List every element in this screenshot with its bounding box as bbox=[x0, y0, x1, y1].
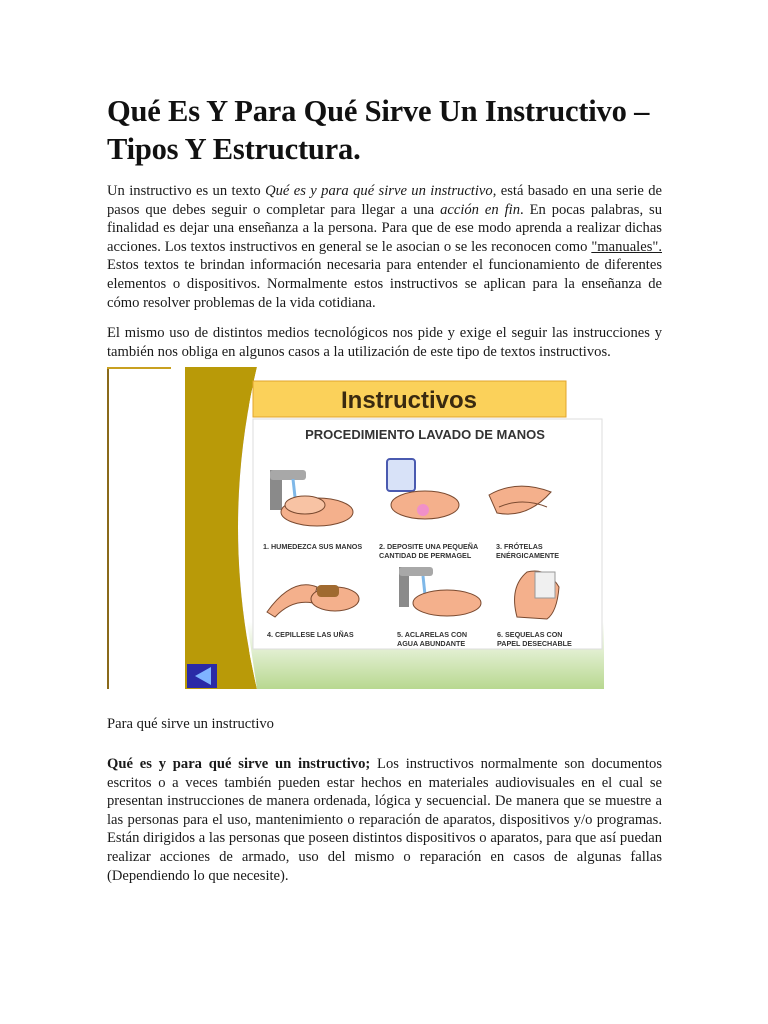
intro-text-1: Un instructivo es un texto bbox=[107, 183, 266, 199]
intro-text-3: . En pocas palabras, su finalidad es dejar una enseñanza a la persona. Para que de ese modo aprenda a realizar dichas acciones. Los textos instructivos en general se le asocian o se les reconocen como bbox=[107, 201, 662, 255]
instructivos-illustration bbox=[107, 367, 604, 689]
intro-italic-1: Qué es y para qué sirve un instructivo bbox=[265, 183, 493, 199]
step-3-line-2: ENÉRGICAMENTE bbox=[496, 551, 560, 560]
step-2-line-2: CANTIDAD DE PERMAGEL bbox=[379, 551, 472, 560]
step6-illustration bbox=[515, 571, 559, 619]
step-4-line-1: 4. CEPILLESE LAS UÑAS bbox=[267, 630, 354, 639]
step-1-line-1: 1. HUMEDEZCA SUS MANOS bbox=[263, 542, 363, 551]
banner-title: Instructivos bbox=[340, 387, 478, 414]
step-5-line-1: 5. ACLARELAS CON bbox=[397, 630, 468, 639]
subheading: Para qué sirve un instructivo bbox=[107, 716, 274, 732]
document-title: Qué Es Y Para Qué Sirve Un Instructivo – Tipos Y Estructura. bbox=[107, 94, 650, 166]
third-paragraph bbox=[107, 755, 662, 885]
intro-text-4: Estos textos te brindan información necesaria para entender el funcionamiento de diferentes elementos o dispositivos. Normalmente estos instructivos se aplican para la enseñanza de cómo resolver problemas de la vida cotidiana. bbox=[107, 257, 662, 311]
procedure-heading: PROCEDIMIENTO LAVADO DE MANOS bbox=[305, 427, 545, 442]
third-paragraph-bold: Qué es y para qué sirve un instructivo; bbox=[107, 756, 371, 772]
step-3-line-1: 3. FRÓTELAS bbox=[496, 542, 543, 551]
step-2-line-1: 2. DEPOSITE UNA PEQUEÑA bbox=[379, 542, 479, 551]
intro-paragraph bbox=[107, 182, 662, 312]
intro-text-2: , está basado en una serie de pasos que debes seguir o completar para llegar a una bbox=[107, 183, 662, 218]
manuales-link[interactable]: "manuales". bbox=[591, 238, 662, 255]
step-6-line-2: PAPEL DESECHABLE bbox=[497, 639, 572, 648]
step-5-line-2: AGUA ABUNDANTE bbox=[397, 639, 466, 648]
step-6-line-1: 6. SEQUELAS CON bbox=[497, 630, 563, 639]
intro-italic-2: acción en fin bbox=[440, 201, 520, 218]
second-paragraph: El mismo uso de distintos medios tecnológicos nos pide y exige el seguir las instrucciones y también nos obliga en algunos casos a la utilización de este tipo de textos instructivos. bbox=[107, 325, 662, 360]
third-paragraph-text: Los instructivos normalmente son documentos escritos o a veces también pueden estar hechos en materiales audiovisuales en el cual se presentan instrucciones de manera ordenada, lógica y secuencial. De manera que se muestre a las personas para el uso, mantenimiento o reparación de aparatos, dispositivos y/o programas. Están dirigidos a las personas que poseen distintos dispositivos o aparatos, para que así puedan realizar acciones de armado, uso del mismo o reparación en casos de algunas fallas (Dependiendo lo que necesite). bbox=[107, 756, 662, 884]
